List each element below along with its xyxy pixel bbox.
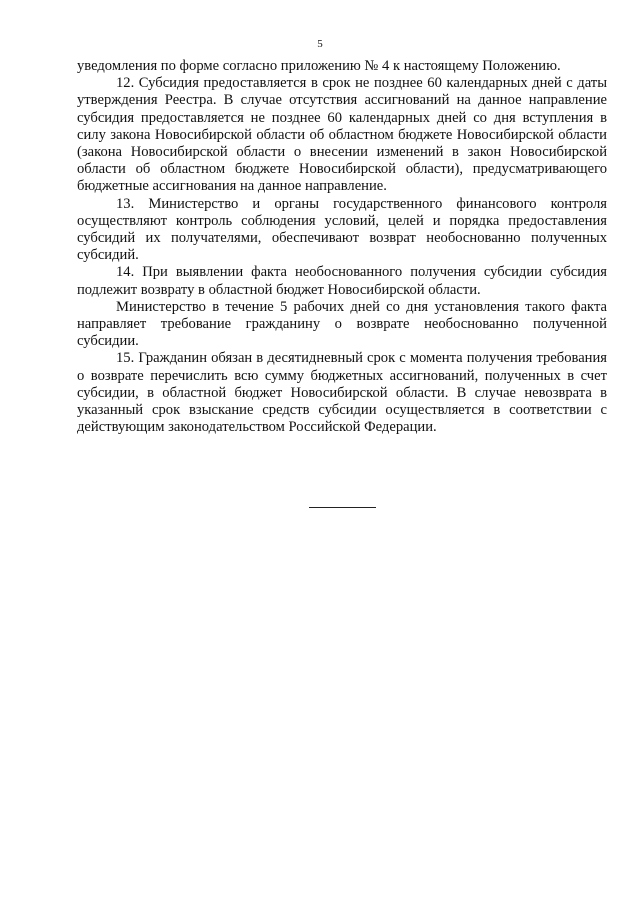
paragraph-15: 15. Гражданин обязан в десятидневный срок с момента получения требования о возврате перечислить всю сумму бюджетных ассигнований, полученных в счет субсидии, в областной бюджет Новосибирской области. В случае невозврата в указанный срок взыскание средств субсидии осуществляется в соответствии с действующим законодательством Российской Федерации. xyxy=(77,350,607,436)
paragraph-14-continued: Министерство в течение 5 рабочих дней со дня установления такого факта направляет требование гражданину о возврате необоснованно полученной субсидии. xyxy=(77,298,607,350)
document-body xyxy=(77,58,607,436)
paragraph-continuation: уведомления по форме согласно приложению № 4 к настоящему Положению. xyxy=(77,58,561,74)
paragraph-14: 14. При выявлении факта необоснованного получения субсидии субсидия подлежит возврату в областной бюджет Новосибирской области. xyxy=(77,264,607,298)
end-separator-line xyxy=(309,507,376,508)
paragraph-12: 12. Субсидия предоставляется в срок не позднее 60 календарных дней с даты утверждения Реестра. В случае отсутствия ассигнований на данное направление субсидия предоставляется не позднее 60 календарных дней со дня вступления в силу закона Новосибирской области об областном бюджете Новосибирской области (закона Новосибирской области о внесении изменений в закон Новосибирской области об областном бюджете Новосибирской области), предусматривающего бюджетные ассигнования на данное направление. xyxy=(77,75,607,195)
paragraph-13: 13. Министерство и органы государственного финансового контроля осуществляют контроль соблюдения условий, целей и порядка предоставления субсидий их получателями, обеспечивают возврат необоснованно полученных субсидий. xyxy=(77,195,607,264)
page-number: 5 xyxy=(317,38,323,50)
